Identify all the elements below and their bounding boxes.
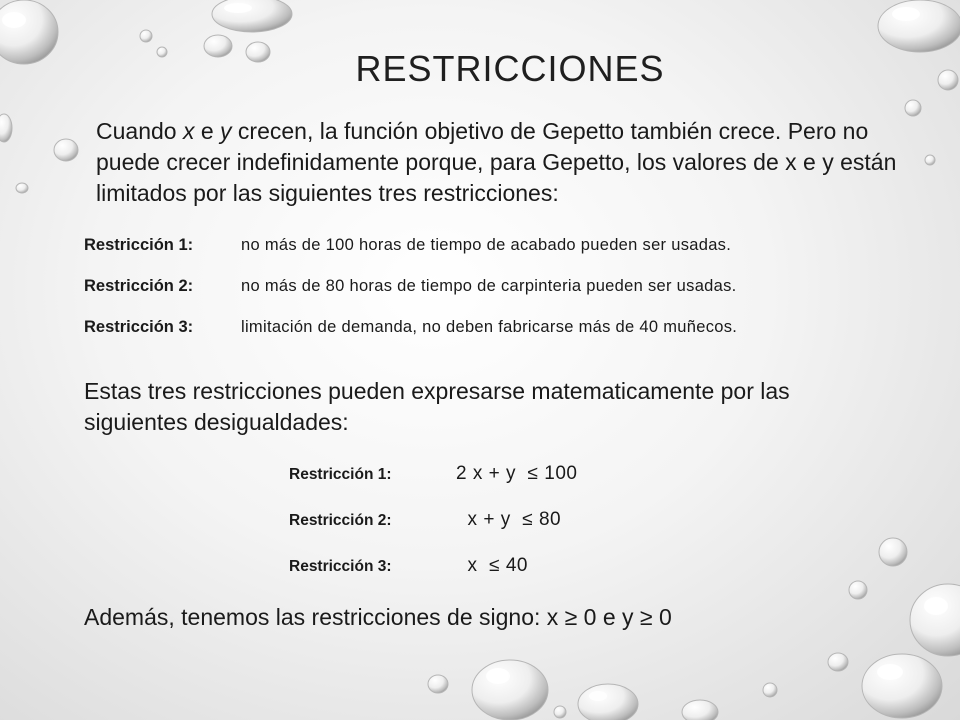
intro-text: crecen, la función objetivo de Gepetto también crece. Pero no puede crecer indefinidamente porque, para Gepetto, los valores de x e y están limitados por las siguientes tres restricciones: [96,118,897,206]
variable-y: y [220,118,232,144]
inequalities-intro-paragraph: Estas tres restricciones pueden expresarse matematicamente por las siguientes desigualdades: [84,378,790,435]
restrictions-list [84,236,904,359]
intro-text: Cuando [96,118,183,144]
variable-x: x [182,118,195,144]
inequality-expression: x ≤ 40 [456,555,528,576]
restriction-row [84,318,904,359]
slide-title: RESTRICCIONES [355,48,665,89]
inequality-label: Restricción 3: [289,558,392,575]
inequality-row [289,555,577,601]
restriction-row [84,236,904,277]
restriction-text: no más de 80 horas de tiempo de carpinteria pueden ser usadas. [241,277,737,295]
sign-restrictions: Además, tenemos las restricciones de signo: x ≥ 0 e y ≥ 0 [84,604,672,630]
restriction-row [84,277,904,318]
inequality-expression: x + y ≤ 80 [456,509,562,530]
inequality-expression: 2 x + y ≤ 100 [456,463,578,484]
inequality-row [289,463,577,509]
inequality-label: Restricción 2: [289,512,392,529]
inequalities-list [289,463,577,601]
intro-paragraph [96,116,916,209]
intro-text: e [194,118,221,144]
inequality-label: Restricción 1: [289,466,392,483]
restriction-label: Restricción 1: [84,236,194,254]
restriction-label: Restricción 2: [84,277,194,295]
restriction-text: no más de 100 horas de tiempo de acabado pueden ser usadas. [241,236,732,254]
inequality-row [289,509,577,555]
restriction-text: limitación de demanda, no deben fabricarse más de 40 muñecos. [241,318,738,336]
restriction-label: Restricción 3: [84,318,194,336]
